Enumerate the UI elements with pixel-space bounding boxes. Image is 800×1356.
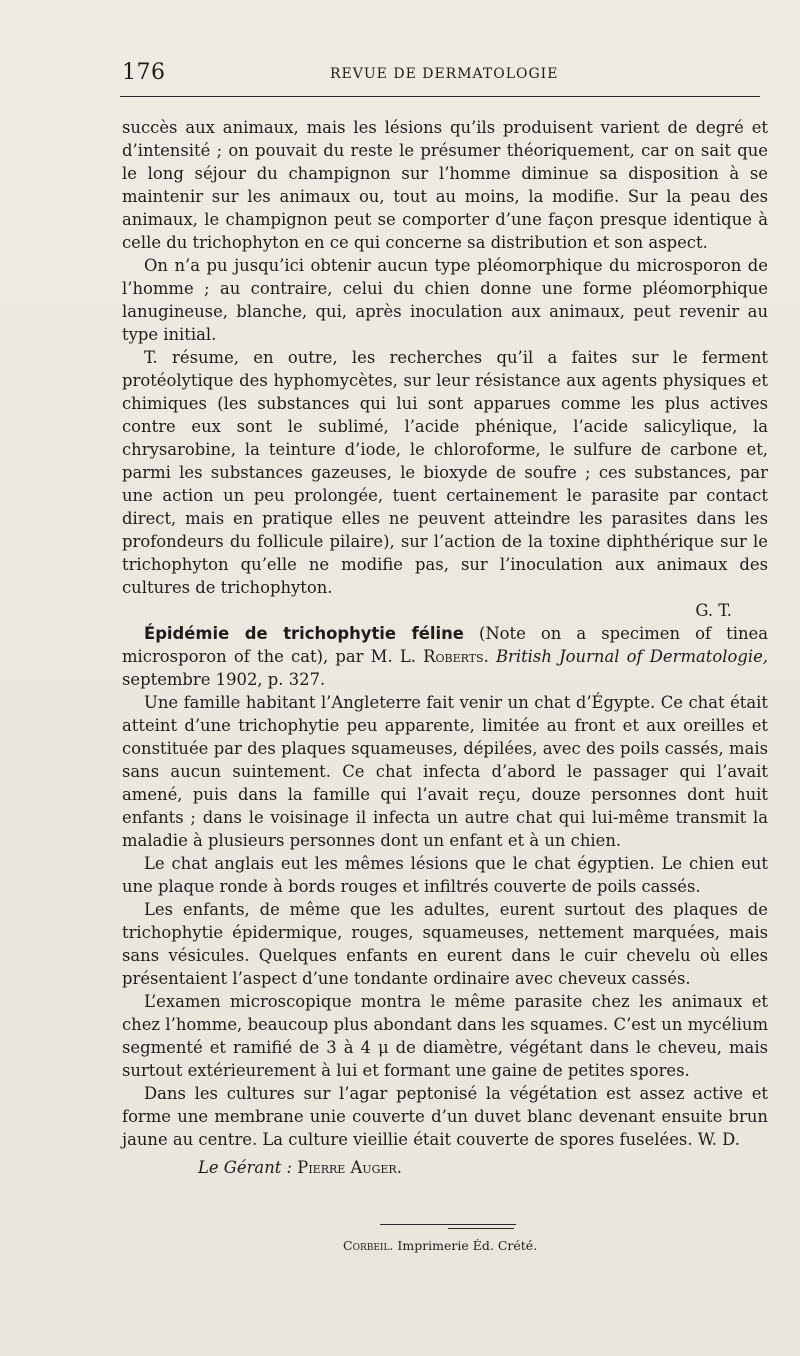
running-header (122, 60, 758, 86)
gerant-label: Le Gérant : (198, 1158, 293, 1177)
paragraph: T. résume, en outre, les recherches qu’il a faites sur le ferment protéolytique des hyphomycètes, sur leur résistance aux agents physiques et chimiques (les substances qui lui sont apparues comme les plus actives contre eux sont le sublimé, l’acide phénique, l’acide salicylique, la chrysarobine, la teinture d’iode, le chloroforme, le sulfure de carbone et, parmi les substances gazeuses, le bioxyde de soufre ; ces substances, par une action un peu prolongée, tuent certainement le parasite par contact direct, mais en pratique elles ne peuvent atteindre les parasites dans les profondeurs du follicule pilaire), sur l’action de la toxine diphthérique sur le trichophyton qu’elle ne modifie pas, sur l’inoculation aux animaux des cultures de trichophyton. (122, 348, 768, 597)
article-journal: British Journal of Dermatologie, (495, 647, 768, 666)
article-title: Épidémie de trichophytie féline (144, 624, 464, 643)
imprint-city: Corbeil. (343, 1238, 394, 1253)
paragraph: L’examen microscopique montra le même parasite chez les animaux et chez l’homme, beaucoup plus abondant dans les squames. C’est un mycélium segmenté et ramifié de 3 à 4 μ de diamètre, végétant dans le cheveu, mais surtout extérieurement à lui et formant une gaine de petites spores. (122, 992, 768, 1080)
footer-rule (380, 1224, 516, 1225)
article-subtitle: (Note on a specimen of tinea microsporon of the cat), par M. L. (122, 624, 768, 666)
paragraph: Les enfants, de même que les adultes, eurent surtout des plaques de trichophytie épidermique, rouges, squameuses, nettement marquées, mais sans vésicules. Quelques enfants en eurent dans le cuir chevelu où elles présentaient l’aspect d’une tondante ordinaire avec cheveux cassés. (122, 900, 768, 988)
gerant-name: Pierre Auger. (297, 1158, 402, 1177)
gerant-signature (198, 1158, 402, 1177)
article-date: septembre 1902, p. 327. (122, 670, 326, 689)
footer-rule-short (448, 1228, 514, 1229)
paragraph: Une famille habitant l’Angleterre fait venir un chat d’Égypte. Ce chat était atteint d’une trichophytie peu apparente, limitée au front et aux oreilles et constituée par des plaques squameuses, dépilées, avec des poils cassés, mais sans aucun suintement. Ce chat infecta d’abord le passager qui l’avait amené, puis dans la famille qui l’avait reçu, douze personnes dont huit enfants ; dans le voisinage il infecta un autre chat qui lui-même transmit la maladie à plusieurs personnes dont un enfant et à un chien. (122, 693, 768, 850)
page-number: 176 (122, 60, 166, 85)
printer-imprint (343, 1238, 537, 1253)
running-title: REVUE DE DERMATOLOGIE (330, 66, 559, 82)
article-heading: Épidémie de trichophytie féline (Note on a specimen of tinea microsporon of the cat), par M. L. Roberts. British Journal of Dermatologie, septembre 1902, p. 327. (122, 624, 768, 689)
first-article-signature: G. T. (695, 601, 732, 620)
header-rule (120, 96, 760, 97)
signature-line (122, 599, 768, 622)
imprint-text: Imprimerie Éd. Crété. (397, 1238, 538, 1253)
paragraph: On n’a pu jusqu’ici obtenir aucun type pléomorphique du microsporon de l’homme ; au contraire, celui du chien donne une forme pléomorphique lanugineuse, blanche, qui, après inoculation aux animaux, peut revenir au type initial. (122, 256, 768, 344)
paragraph: succès aux animaux, mais les lésions qu’ils produisent varient de degré et d’intensité ; on pouvait du reste le présumer théoriquement, car on sait que le long séjour du champignon sur l’homme diminue sa disposition à se maintenir sur les animaux ou, tout au moins, la modifie. Sur la peau des animaux, le champignon peut se comporter d’une façon presque identique à celle du trichophyton en ce qui concerne sa distribution et son aspect. (122, 118, 768, 252)
body-text (122, 116, 768, 1151)
paragraph: Dans les cultures sur l’agar peptonisé la végétation est assez active et forme une membrane unie couverte d’un duvet blanc devenant ensuite brun jaune au centre. La culture vieillie était couverte de spores fuselées. W. D. (122, 1084, 768, 1149)
article-author: Roberts (423, 647, 484, 666)
paragraph: Le chat anglais eut les mêmes lésions que le chat égyptien. Le chien eut une plaque ronde à bords rouges et infiltrés couverte de poils cassés. (122, 854, 768, 896)
